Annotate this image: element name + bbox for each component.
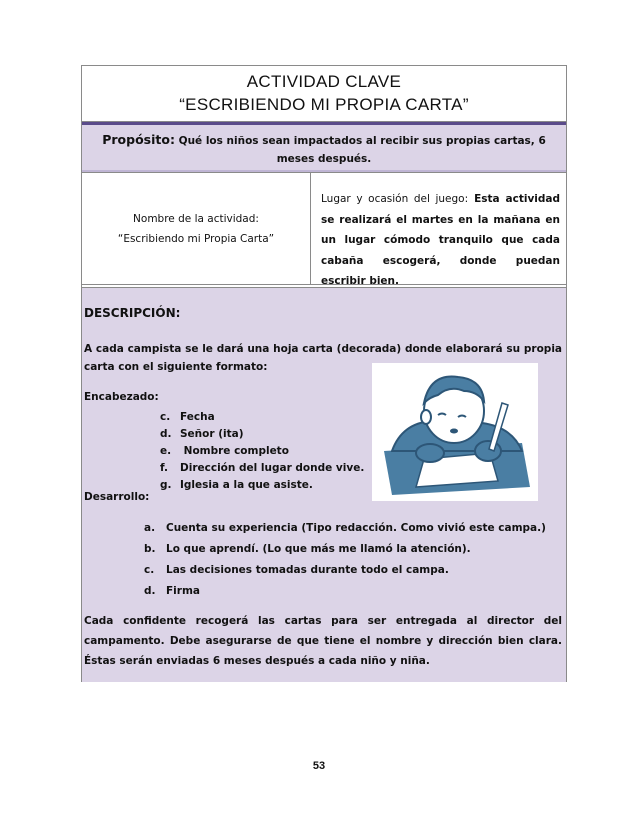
purpose-text: Qué los niños sean impactados al recibir sus propias cartas, 6 meses después. (174, 135, 546, 165)
activity-name-cell (82, 173, 311, 284)
purpose-label: Propósito: (102, 132, 175, 147)
list-item (144, 560, 546, 581)
list-item (144, 539, 546, 560)
list-item-text: Firma (166, 585, 200, 597)
list-item (144, 581, 546, 602)
activity-name-label: Nombre de la actividad: (133, 212, 259, 225)
list-item (160, 460, 364, 477)
list-item-text: Dirección del lugar donde vive. (180, 462, 365, 474)
list-item-letter: g. (160, 479, 172, 491)
closing-paragraph: Cada confidente recogerá las cartas para ser entregada al director del campamento. Debe asegurarse de que tiene el nombre y dirección bien clara. Éstas serán enviadas 6 meses después a cada niño y niña. (84, 615, 562, 667)
page-subtitle: “ESCRIBIENDO MI PROPIA CARTA” (179, 95, 469, 114)
list-item-text: Nombre completo (180, 445, 289, 457)
header-format-list (160, 409, 364, 494)
list-item (160, 426, 364, 443)
description-intro: A cada campista se le dará una hoja carta (decorada) donde elaborará su propia carta con el siguiente formato: (84, 343, 562, 373)
activity-info-row (82, 172, 566, 285)
header-format-label: Encabezado: (84, 391, 159, 403)
list-item-letter: a. (144, 522, 156, 534)
list-item-letter: f. (160, 462, 168, 474)
list-item-letter: d. (144, 585, 156, 597)
list-item-letter: d. (160, 428, 172, 440)
activity-sheet (81, 65, 567, 682)
list-item (160, 443, 364, 460)
page-title: ACTIVIDAD CLAVE (246, 72, 402, 91)
list-item-letter: b. (144, 543, 156, 555)
list-item (144, 518, 546, 539)
list-item-text: Iglesia a la que asiste. (180, 479, 313, 491)
activity-name-value: “Escribiendo mi Propia Carta” (117, 232, 275, 245)
boy-writing-illustration (372, 363, 538, 501)
list-item-letter: c. (160, 411, 171, 423)
list-item-text: Las decisiones tomadas durante todo el campa. (166, 564, 449, 576)
list-item-letter: e. (160, 445, 172, 457)
list-item-text: Fecha (180, 411, 215, 423)
list-item-text: Señor (ita) (180, 428, 244, 440)
place-label: Lugar y ocasión del juego: (321, 193, 469, 205)
title-box (82, 66, 566, 122)
page-number: 53 (312, 760, 326, 772)
list-item-text: Lo que aprendí. (Lo que más me llamó la atención). (166, 543, 471, 555)
list-item (160, 409, 364, 426)
list-item-letter: c. (144, 564, 155, 576)
list-item (160, 477, 364, 494)
list-item-text: Cuenta su experiencia (Tipo redacción. Como vivió este campa.) (166, 522, 546, 534)
description-section (82, 287, 566, 682)
development-label: Desarrollo: (84, 491, 150, 503)
activity-place-cell (311, 173, 566, 287)
purpose-section (82, 122, 566, 170)
description-title: DESCRIPCIÓN: (84, 306, 181, 320)
development-list (144, 518, 546, 602)
place-value: Esta actividad se realizará el martes en la mañana en un lugar cómodo tranquilo que cada cabaña escogerá, donde puedan escribir bien. (321, 193, 561, 287)
